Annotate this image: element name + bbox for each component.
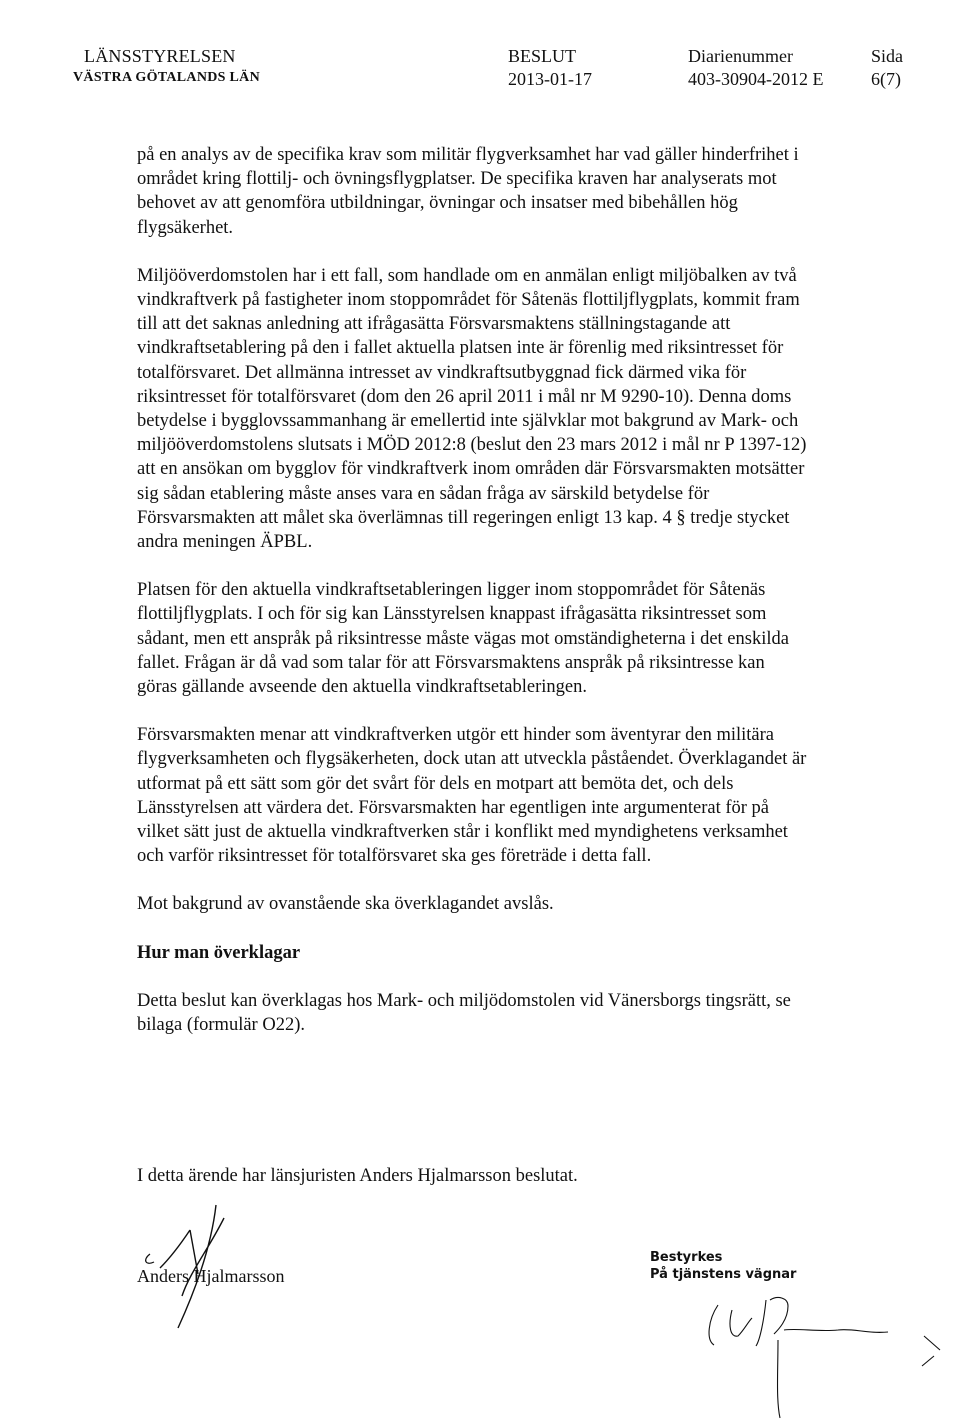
page-label: Sida <box>871 46 904 66</box>
document-header <box>0 44 960 104</box>
certification-block <box>648 1250 948 1420</box>
org-region: VÄSTRA GÖTALANDS LÄN <box>73 70 260 85</box>
doc-date: 2013-01-17 <box>508 69 592 89</box>
paragraph-appeal: Detta beslut kan överklagas hos Mark- och miljödomstolen vid Vänersborgs tingsrätt, se bilaga (formulär O22). <box>137 990 791 1036</box>
handwritten-signature <box>120 1200 380 1330</box>
certified-label: Bestyrkes <box>650 1250 723 1265</box>
paragraph-case-law: Miljööverdomstolen har i ett fall, som handlade om en anmälan enligt miljöbalken av två vindkraftverk på fastigheter inom stoppområdet för Såtenäs flottiljflygplats, kommit fram till att det saknas anledning att ifrågasätta Försvarsmaktens ställningstagande att vindkraftsetablering på den i fallet aktuella platsen inte är förenlig med riksintresset för totalförsvaret. Det allmänna intresset av vindkraftsutbyggnad fick därmed vika för riksintresset för totalförsvaret (dom den 26 april 2011 i mål nr M 9290-10). Denna doms betydelse i bygglovssammanhang är emellertid inte självklar mot bakgrund av Mark- och miljööverdomstolens slutsats i MÖD 2012:8 (beslut den 23 mars 2012 i mål nr P 1397-12) att en ansökan om bygglov för vindkraftverk inom områden där Försvarsmakten motsätter sig sådan etablering måste anses vara en sådan fråga av särskild betydelse för Försvarsmakten att målet ska överlämnas till regeringen enligt 13 kap. 4 § tredje stycket andra meningen ÄPBL. <box>137 265 807 553</box>
paragraph-location: Platsen för den aktuella vindkraftsetableringen ligger inom stoppområdet för Såtenäs flottiljflygplats. I och för sig kan Länsstyrelsen knappast ifrågasätta riksintresset som sådant, men ett anspråk på riksintresse måste vägas mot omständigheterna i det enskilda fallet. Frågan är då vad som talar för att Försvarsmaktens anspråk på riksintresse kan göras gällande avseende den aktuella vindkraftsetableringen. <box>137 580 789 698</box>
certification-signature <box>648 1250 948 1420</box>
doc-type: BESLUT <box>508 46 577 66</box>
diarienummer-label: Diarienummer <box>688 46 793 66</box>
org-name: LÄNSSTYRELSEN <box>84 46 236 66</box>
signatory-name: Anders Hjalmarsson <box>137 1266 285 1286</box>
decision-statement: I detta ärende har länsjuristen Anders Hjalmarsson beslutat. <box>137 1166 578 1186</box>
paragraph-decision: Mot bakgrund av ovanstående ska överklagandet avslås. <box>137 894 554 915</box>
on-behalf-label: På tjänstens vägnar <box>650 1267 797 1282</box>
appeal-heading: Hur man överklagar <box>137 942 301 963</box>
paragraph-assessment: Försvarsmakten menar att vindkraftverken utgör ett hinder som äventyrar den militära flygverksamheten och flygsäkerheten, dock utan att utveckla påståendet. Överklagandet är utformat på ett sätt som gör det svårt för dels en motpart att bemöta det, och dels Länsstyrelsen att värdera det. Försvarsmakten har egentligen inte argumenterat för på vilket sätt just de aktuella vindkraftverken står i konflikt med myndighetens verksamhet och varför riksintresset för totalförsvaret ska ges företräde i detta fall. <box>137 725 807 867</box>
signature-block <box>120 1200 380 1330</box>
page-number: 6(7) <box>871 69 901 89</box>
paragraph-analysis: på en analys av de specifika krav som militär flygverksamhet har vad gäller hinderfrihet i området kring flottilj- och övningsflygplatser. De specifika kraven har analyserats mot behovet av att genomföra utbildningar, övningar och insatser med bibehållen hög flygsäkerhet. <box>137 145 799 238</box>
document-body <box>137 143 807 1037</box>
diarienummer-value: 403-30904-2012 E <box>688 69 824 89</box>
